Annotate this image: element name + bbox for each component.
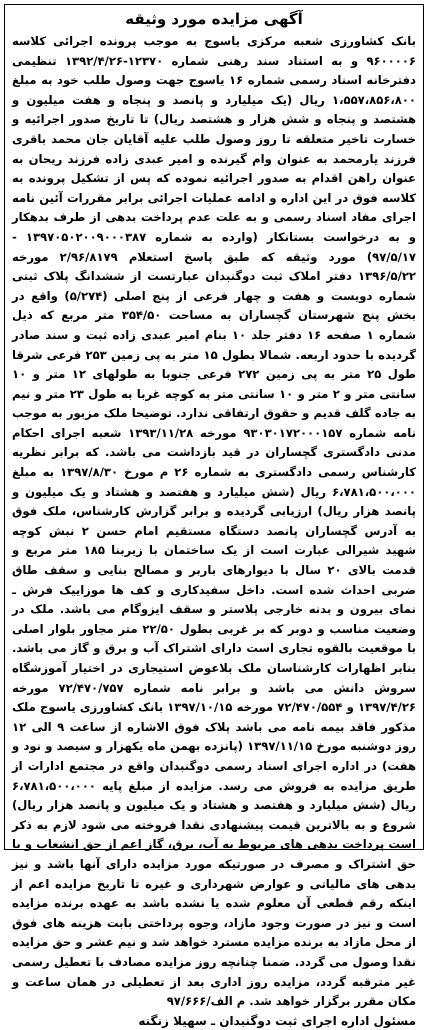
auction-notice: [4, 4, 424, 1028]
notice-title: آگهی مزایده مورد وثیقه: [125, 10, 303, 28]
notice-signature: مسئول اداره اجرای ثبت دوگنبدان ـ سهیلا زنگنه: [138, 1013, 416, 1028]
notice-body: بانک کشاورزی شعبه مرکزی یاسوج به موجب پرونده اجرائی کلاسه ۹۶۰۰۰۰۶ و به استناد سند رهنی شماره ۱۲۳۷۰-۱۳۹۲/۴/۲۶ تنظیمی دفترخانه اسناد رسمی شماره ۱۶ یاسوج جهت وصول طلب خود به مبلغ ۱،۵۵۷،۸۵۶،۸۰۰ ریال (یک میلیارد و پانصد و پنجاه و هفت میلیون و هشتصد و پنجاه و شش هزار و هشتصد ریال) تا تاریخ صدور اجرائیه و خسارت تاخیر متعلقه تا روز وصول طلب علیه آقایان جان محمد باقری فرزند یارمحمد به عنوان وام گیرنده و امیر عبدی زاده فرزند ریحان به عنوان راهن اقدام به صدور اجرائیه نموده که پس از تشکیل پرونده به کلاسه فوق در این اداره و ادامه عملیات اجرائی برابر مقررات آئین نامه اجرای مفاد اسناد رسمی و به علت عدم پرداخت بدهی از طرف بدهکار و به درخواست بستانکار (وارده به شماره ۱۳۹۷۰۵۰۲۰۰۹۰۰۰۳۸۷ - ۹۷/۵/۱۷) مورد وثیقه که طبق پاسخ استعلام ۲/۹۶/۸۱۷۹ مورخه ۱۳۹۶/۵/۲۲ دفتر املاک ثبت دوگنبدان عبارتست از ششدانگ پلاک ثبتی شماره دویست و هفت و چهار فرعی از پنج اصلی (۵/۲۷۴) واقع در بخش پنج شهرستان گچساران به مساحت ۳۵۴/۵۰ متر مربع که ذیل شماره ۱ صفحه ۱۶ دفتر جلد ۱۰ بنام امیر عبدی زاده ثبت و سند صادر گردیده با حدود اربعه. شمالا بطول ۱۵ متر به پی زمین ۲۵۳ فرعی شرقا طول ۲۵ متر به پی زمین ۲۷۲ فرعی جنوبا به طولهای ۱۲ متر و ۱۰ سانتی متر و ۲ متر و ۱۰ سانتی متر به کوچه غربا به طول ۲۳ متر و نیم به جاده گلف قدیم و حقوق ارتفاقی ندارد. توضیحا ملک مزبور به موجب نامه شماره ۹۳۰۳۰۱۷۲۰۰۰۱۵۷ مورخه ۱۳۹۳/۱۱/۲۸ شعبه اجرای احکام مدنی دادگستری گچساران در قید بازداشت می باشد. که برابر نظریه کارشناس رسمی دادگستری به شماره ۲۶ م مورخ ۱۳۹۷/۸/۳۰ به مبلغ ۶،۷۸۱،۵۰۰،۰۰۰ ریال (شش میلیارد و هفتصد و هشتاد و یک میلیون و پانصد هزار ریال) ارزیابی گردیده و برابر گزارش کارشناس، ملک فوق به آدرس گچساران پانصد دستگاه مستقیم امام حسن ۲ نبش کوچه شهید شیرالی عبارت است از یک ساختمان با زیربنا ۱۸۵ متر مربع و قدمت بالای ۲۰ سال با دیوارهای باربر و مصالح بنایی و سقف طاق ضربی احداث شده است. داخل سفیدکاری و کف ها موزاییک فرش ـ نمای بیرون و بدنه خارجی پلاستر و سقف ایزوگام می باشد. ملک در وضعیت مناسب و دوبر که بر غربی بطول ۲۲/۵۰ متر مجاور بلوار اصلی با موقعیت بالقوه تجاری است دارای اشتراک آب و برق و گاز می باشد. بنابر اظهارات کارشناسان ملک بلاعوض استیجاری در اختیار آموزشگاه سروش دانش می باشد و برابر نامه شماره ۷۲/۴۷۰/۷۵۷ مورخه ۱۳۹۷/۴/۲۶ و ۷۲/۴۷۰/۵۵۴ مورخه ۱۳۹۷/۱۰/۱۵ بانک کشاورزی یاسوج ملک مذکور فاقد بیمه نامه می باشد پلاک فوق الاشاره از ساعت ۹ الی ۱۲ روز دوشنبه مورخ ۱۳۹۷/۱۱/۱۵ (پانزده بهمن ماه یکهزار و سیصد و نود و هفت) در اداره اجرای اسناد رسمی دوگنبدان واقع در مجتمع ادارات از طریق مزایده به فروش می رسد. مزایده از مبلغ پایه ۶،۷۸۱،۵۰۰،۰۰۰ ریال (شش میلیارد و هفتصد و هشتاد و یک میلیون و پانصد هزار ریال) شروع و به بالاترین قیمت پیشنهادی نقدا فروخته می شود لازم به ذکر است پرداخت بدهی های مربوط به آب، برق، گاز اعم از حق انشعاب و یا حق اشتراک و مصرف در صورتیکه مورد مزایده دارای آنها باشد و نیز بدهی های مالیاتی و عوارض شهرداری و غیره تا تاریخ مزایده اعم از اینکه رقم قطعی آن معلوم شده یا نشده باشد به عهده برنده مزایده است و نیز در صورت وجود مازاد، وجوه پرداختی بابت هزینه های فوق از محل مازاد به برنده مزایده مسترد خواهد شد و نیم عشر و حق مزایده نقدا وصول می گردد. ضمنا چنانچه روز مزایده مصادف با تعطیل رسمی غیر مترقبه گردد، مزایده روز اداری بعد از تعطیلی در همان ساعت و مکان مقرر برگزار خواهد شد. م الف/۹۷/۶۶۶: [12, 34, 417, 1009]
